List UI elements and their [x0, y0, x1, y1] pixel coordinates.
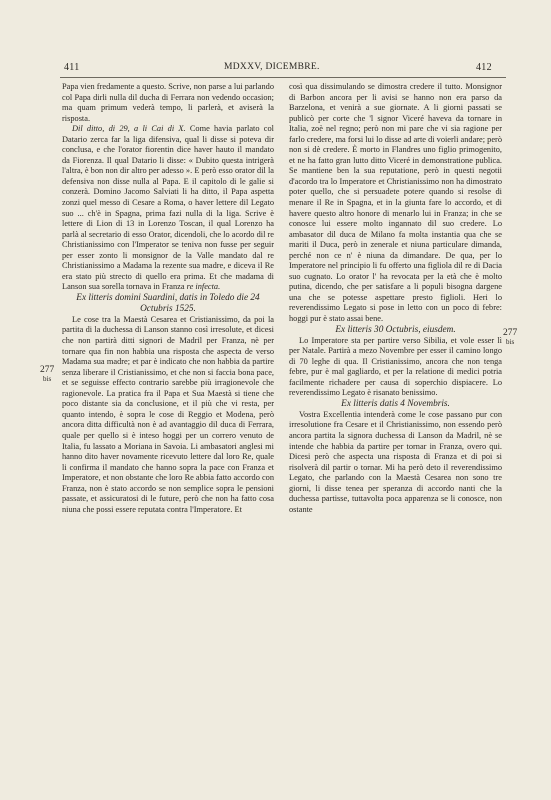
paragraph: Papa vien fredamente a questo. Scrive, non parse a lui parlando col Papa dirli nulla dil ducha di Ferrara non vedendo occasion; ma quam primum vederà tempo, li parlerà, et aviserà la risposta.: [62, 82, 274, 123]
dateline: Dil ditto, di 29, a li Cai di X.: [72, 124, 186, 134]
running-title: MDXXV, DICEMBRE.: [224, 62, 320, 72]
paragraph: così qua dissimulando se dimostra credere il tutto. Monsignor di Barbon ancora per li avisi se hanno non era parso da Barzelona, et venirà a sue giornate. A li giorni passati se publicò per corte che 'l signor Viceré haveva da tornare in Italia, zoè nel regno; però non mi pare che vi sia ragione per farlo credere, ma forsi lui lo disse ad arte di voierli andare; però non si dè credere. È morto in Flandres uno figlio primogenito, et ne ha fatto gran lutto ditto Viceré in demonstratione publica. Se mantiene ben la sua reputatione, però in questi negotii d'acordo tra lo Imperatore et Christianissimo non ha dimostrato poter quello, che si persuadete potere quando si resolse di menare il Re in Spagna, et in la giunta fare lo accordo, et di havere questo altro honore di menarlo lui in Franza; in che se conosce lui essere molto ingannato dil suo credere. Lo ambasator dil duca de Milano fa molta instantia qua che se mariti il Duca, però in zenerale et niuna particulare dimanda, perché non ce n' è niuna da dimandare. De qua, per lo Imperatore nel principio li fu offerto una figliola dil re di Dacia suo cugnato. Lo orator l' ha revocata per la età che è molto putina, dicendo, che per satisfare a li populi bisogna dargene una che se potesse aspettare presto figlioli. Heri lo reverendissimo Legato si pose in letto con un poco di febre: hoggi pur è stato assai bene.: [289, 82, 502, 324]
page-number-left: 411: [64, 62, 80, 73]
paragraph: Vostra Excellentia intenderà come le cose passano pur con irresolutione fra Cesare et il Christianissimo, non essendo però ancora partita la signora duchessa di Lanson da Madril, nè se intende che habbia da partire per tornar in Franza, overo qui. Dicesi però che aspecta una risposta di Franza et di poi si risolverà dil partir o tornar. Mi ha però deto il reverendissimo Legato, che parlando con la Maestà Cesarea non sono tre giorni, li disse tenea per speranza di accordo nanti che la duchessa partisse, tuttavolta poca apparenza se li conosce, non ostante: [289, 409, 502, 514]
page-number-right: 412: [476, 62, 492, 73]
right-column: [289, 82, 502, 515]
paragraph-tail: re infecta.: [186, 282, 221, 292]
paragraph-text: Come havia parlato col Datario zerca far la liga difensiva, qual li disse si poteva dir conclusa, e che l'orator fiorentin dice haver hauto il mandato da Fiorenza. Il qual Datario li disse: « Dubito questa intrigerà l'altra, è bon non dir altro per adesso ». E però esso orator dil la defensiva non disse nulla al Papa. E il capitolo di le galie si conzerà. Domino Jacomo Salviati li ha ditto, il Papa aspetta zonzi quel messo di Cesare a Roma, o haver lettere dil Legato suo ... ch'è in Spagna, prima fazi nulla di la liga. Scrive è lettere di Lion di 13 in Lorenzo Toscan, il qual Lorenzo ha parlà al secretario di esso Orator, dicendoli, che lo acordo dil re Christianissimo con l'Imperator se teniva non fusse per seguir per esser zonto li monsignor de la Valle mandato dal re Christianissimo a Madama la rezente sua madre, e diceva il Re era stato più strecto di quello era prima. Et che madama di Lanson sua sorella tornava in Franza: [62, 124, 274, 292]
section-heading: Ex litteris 30 Octubris, eiusdem.: [335, 324, 456, 335]
paragraph: Lo Imperatore sta per partire verso Sibilia, et vole esser lì per Natale. Partirà a mezo Novembre per esser il camino longo di 70 leghe di qua. Il Cristianissimo, ancora che non tenga febre, pur è mal gagliardo, et per la relatione di medici potria facilmente richadere per causa di soperchio dispiacere. Lo reverendissimo Legato è risanato benissimo.: [289, 335, 502, 398]
margin-number: 277: [40, 365, 55, 375]
margin-note-right: [503, 329, 517, 347]
header-rule: [60, 77, 506, 78]
margin-sub: bis: [506, 338, 515, 346]
paragraph: Le cose tra la Maestà Cesarea et Cristianissimo, da poi la partita di la duchessa di Lanson stanno così irresolute, et dicesi che non partirà ditti signori de Madril per Franza, nè per tornare qua fin non habbia una risposta che aspecta de verso Madama sua madre; et par è indicato che non habbia da partire senza liberare il Cristianissimo, et che non si faccia bona pace, et se seguisse effecto contrario sarebbe più irragionevole che ragionevole. La pratica fra il Papa et Sua Maestà si tiene che poco distante sia da conclusione, et il più che vi resta, per quanto intendo, è sopra le cose di Reggio et Modena, però ancora ditta difficultà non è ad avantaggio dil duca di Ferrara, quale per quello si è inteso hoggi per un correro venuto de Italia, fu lassato a Moriana in Savoia. Li ambasatori anglesi mi hanno dito haver novamente ricevuto lettere dal loro Re, quale li confirma il mandato che hanno sopra la pace con Franza et Imperatore, et non obstante che loro Re abbia fatto accordo con Franza, non è stato accordo se non semplice sopra le pensioni passate, et assicuratosi di le future, però che non ha fatto cosa niuna che possi essere reputata contra l'Imperatore. Et: [62, 314, 274, 514]
section-heading: Ex litteris domini Suardini, datis in Toledo die 24 Octubris 1525.: [76, 292, 260, 314]
margin-sub: bis: [43, 375, 52, 383]
margin-note-left: [40, 366, 54, 384]
margin-number: 277: [503, 328, 518, 338]
section-heading: Ex litteris datis 4 Novembris.: [341, 398, 450, 409]
left-column: [62, 82, 274, 515]
paragraph: [62, 124, 274, 293]
